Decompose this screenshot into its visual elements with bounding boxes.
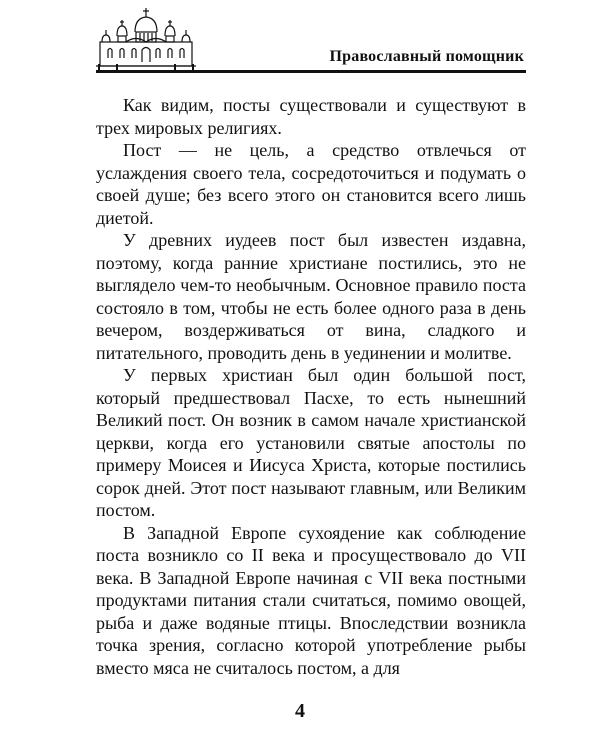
body-text [96, 94, 526, 679]
cathedral-icon [96, 8, 196, 70]
page-number: 4 [295, 700, 305, 722]
paragraph: Как видим, посты существовали и существуют в трех мировых религиях. [96, 95, 526, 138]
paragraph: У первых христиан был один большой пост, который предшествовал Пасхе, то есть нынешний Великий пост. Он возник в самом начале христианской церкви, когда его установили святые апостолы по примеру Моисея и Иисуса Христа, которые постились сорок дней. Этот пост называют главным, или Великим постом. [96, 365, 526, 520]
paragraph: У древних иудеев пост был известен издавна, поэтому, когда ранние христиане постились, это не выглядело чем-то необычным. Основное правило поста состояло в том, чтобы не есть более одного раза в день вечером, воздерживаться от вина, сладкого и питательного, проводить день в уединении и молитве. [96, 230, 526, 363]
running-title: Православный помощник [329, 48, 524, 65]
page-header [96, 8, 526, 74]
paragraph: Пост — не цель, а средство отвлечься от услаждения своего тела, сосредоточиться и подумать о своей душе; без всего этого он становится всего лишь диетой. [96, 140, 526, 228]
header-rule [96, 70, 526, 73]
paragraph: В Западной Европе сухоядение как соблюдение поста возникло со II века и просуществовало до VII века. В Западной Европе начиная с VII века постными продуктами питания стали считаться, помимо овощей, рыба и даже водяные птицы. Впоследствии возникла точка зрения, согласно которой употребление рыбы вместо мяса не считалось постом, а для [96, 522, 526, 678]
